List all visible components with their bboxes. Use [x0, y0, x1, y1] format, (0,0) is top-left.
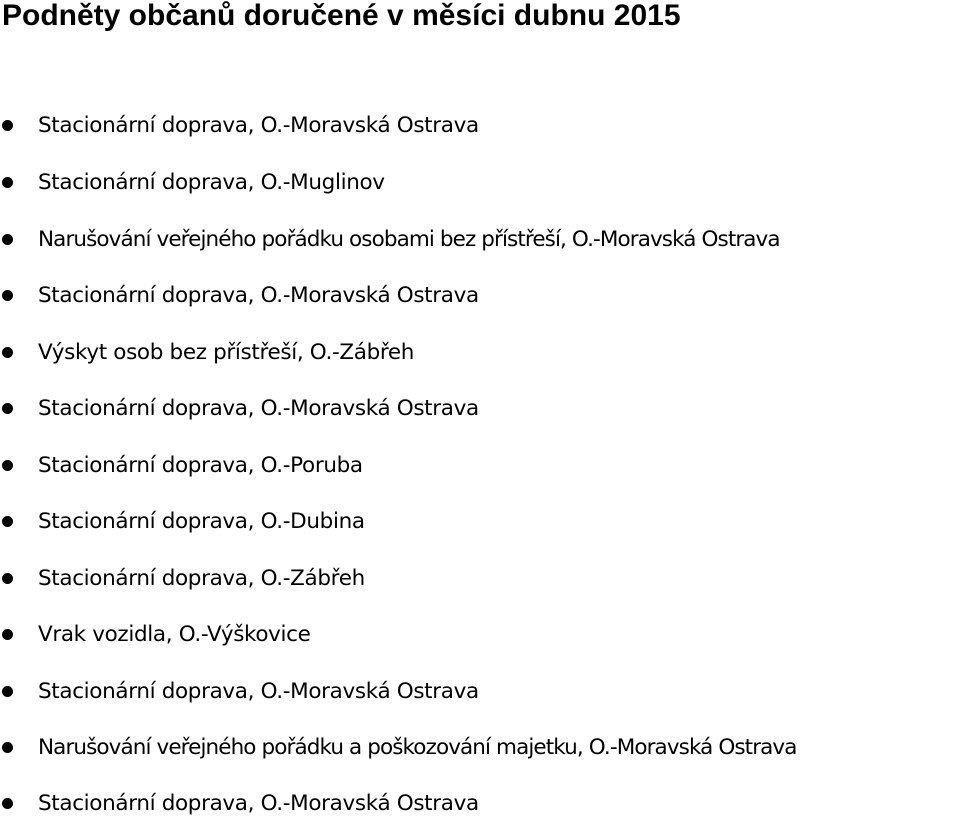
list-item: [0, 502, 960, 542]
list-item: [0, 106, 960, 146]
bullet-icon: [2, 347, 13, 358]
bullet-icon: [2, 798, 13, 809]
bullet-icon: [2, 516, 13, 527]
list-item-text: Stacionární doprava, O.-Moravská Ostrava: [38, 679, 479, 704]
list-item: [0, 446, 960, 486]
bullet-icon: [2, 629, 13, 640]
list-item-text: Stacionární doprava, O.-Zábřeh: [38, 566, 365, 591]
list-item: [0, 672, 960, 712]
list-item: [0, 784, 960, 824]
list-item-text: Vrak vozidla, O.-Výškovice: [38, 622, 311, 647]
bullet-icon: [2, 290, 13, 301]
bullet-icon: [2, 742, 13, 753]
list-item: [0, 276, 960, 316]
bullet-icon: [2, 460, 13, 471]
list-item: [0, 615, 960, 655]
bullet-icon: [2, 573, 13, 584]
list-item-text: Stacionární doprava, O.-Moravská Ostrava: [38, 283, 479, 308]
list-item-text: Stacionární doprava, O.-Moravská Ostrava: [38, 791, 479, 816]
bullet-icon: [2, 177, 13, 188]
bullet-icon: [2, 686, 13, 697]
list-item-text: Stacionární doprava, O.-Moravská Ostrava: [38, 113, 479, 138]
bullet-icon: [2, 234, 13, 245]
list-item: [0, 559, 960, 599]
list-item-text: Narušování veřejného pořádku a poškozování majetku, O.-Moravská Ostrava: [38, 735, 797, 760]
list-item-text: Narušování veřejného pořádku osobami bez přístřeší, O.-Moravská Ostrava: [38, 227, 780, 252]
list-item-text: Výskyt osob bez přístřeší, O.-Zábřeh: [38, 340, 415, 365]
document-title: Podněty občanů doručené v měsíci dubnu 2015: [2, 0, 681, 32]
list-item-text: Stacionární doprava, O.-Dubina: [38, 509, 365, 534]
list-item: [0, 163, 960, 203]
list-item: [0, 333, 960, 373]
list-item: [0, 389, 960, 429]
list-item: [0, 220, 960, 260]
list-item-text: Stacionární doprava, O.-Muglinov: [38, 170, 385, 195]
list-item-text: Stacionární doprava, O.-Poruba: [38, 453, 363, 478]
bullet-icon: [2, 120, 13, 131]
bullet-icon: [2, 403, 13, 414]
list-item-text: Stacionární doprava, O.-Moravská Ostrava: [38, 396, 479, 421]
list-item: [0, 728, 960, 768]
